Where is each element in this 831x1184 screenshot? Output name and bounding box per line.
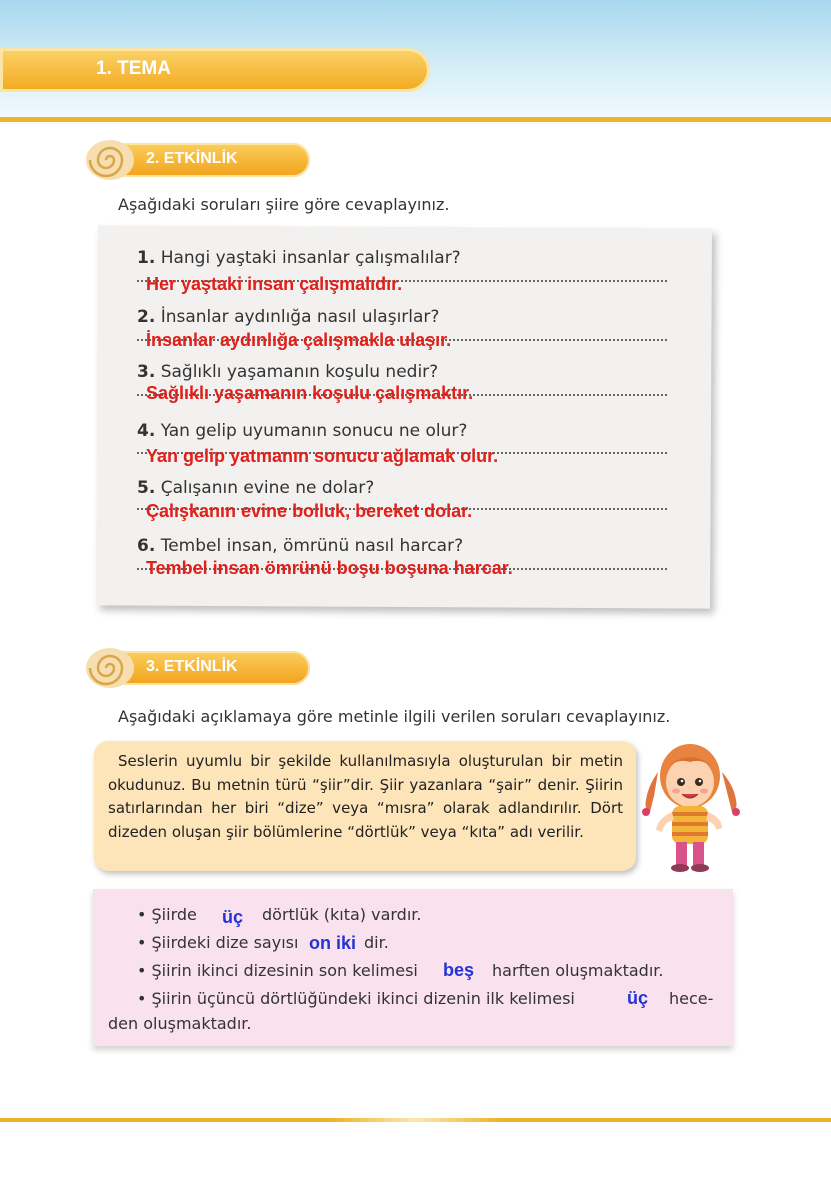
question-6: 6. Tembel insan, ömrünü nasıl harcar? (137, 536, 464, 556)
item-2-before: • Şiirdeki dize sayısı (137, 933, 299, 952)
item-4-answer: üç (627, 988, 649, 1008)
question-3: 3. Sağlıklı yaşamanın koşulu nedir? (137, 362, 439, 382)
answer-5: Çalışkanın evine bolluk, bereket dolar. (146, 501, 473, 521)
info-text: Seslerin uyumlu bir şekilde kullanılmasıyla oluşturulan bir metin okudunuz. Bu metnin türü “şiir”dir. Şiir yazanlara “şair” denir. Şiirin satırlarından her biri “dize” veya “mısra” olarak adlandırılır. Dört dizeden oluşan şiir bölümlerine “dörtlük” veya “kıta” adı verilir. (108, 752, 623, 841)
activity-2-instruction: Aşağıdaki soruları şiire göre cevaplayınız. (118, 195, 450, 214)
item-1-before: • Şiirde (137, 905, 197, 924)
item-3-answer: beş (443, 960, 475, 980)
theme-label: 1. TEMA (96, 58, 171, 79)
activity-2-title: 2. ETKİNLİK (146, 150, 238, 167)
item-4-after: hece- (669, 989, 714, 1008)
item-1-after: dörtlük (kıta) vardır. (262, 905, 422, 924)
activity-3-instruction: Aşağıdaki açıklamaya göre metinle ilgili verilen soruları cevaplayınız. (118, 707, 671, 726)
header-stripe (0, 117, 831, 122)
activity-2-badge (80, 140, 320, 180)
answer-4: Yan gelip yatmanın sonucu ağlamak olur. (146, 446, 499, 466)
item-2-answer: on iki (309, 933, 357, 953)
item-4-before: • Şiirin üçüncü dörtlüğündeki ikinci dizenin ilk kelimesi (137, 989, 575, 1008)
item-2-after: dir. (364, 933, 389, 952)
item-3-before: • Şiirin ikinci dizesinin son kelimesi (137, 961, 418, 980)
footer-line (0, 1118, 831, 1122)
spiral-icon (80, 134, 136, 184)
answer-6: Tembel insan ömrünü boşu boşuna harcar. (146, 558, 513, 578)
theme-banner (0, 48, 430, 92)
item-1-answer: üç (222, 907, 244, 927)
question-2: 2. İnsanlar aydınlığa nasıl ulaşırlar? (137, 307, 440, 327)
answer-1: Her yaştaki insan çalışmalıdır. (146, 274, 403, 294)
activity-3-title: 3. ETKİNLİK (146, 658, 238, 675)
girl-illustration (636, 738, 746, 874)
answer-2: İnsanlar aydınlığa çalışmakla ulaşır. (146, 330, 452, 350)
activity-3-badge (80, 648, 320, 688)
item-4-after-continued: den oluşmaktadır. (108, 1014, 252, 1033)
question-4: 4. Yan gelip uyumanın sonucu ne olur? (137, 421, 468, 441)
question-1: 1. Hangi yaştaki insanlar çalışmalılar? (137, 248, 461, 268)
spiral-icon (80, 642, 136, 692)
item-3-after: harften oluşmaktadır. (492, 961, 664, 980)
question-5: 5. Çalışanın evine ne dolar? (137, 478, 375, 498)
answer-3: Sağlıklı yaşamanın koşulu çalışmaktır. (146, 383, 474, 403)
